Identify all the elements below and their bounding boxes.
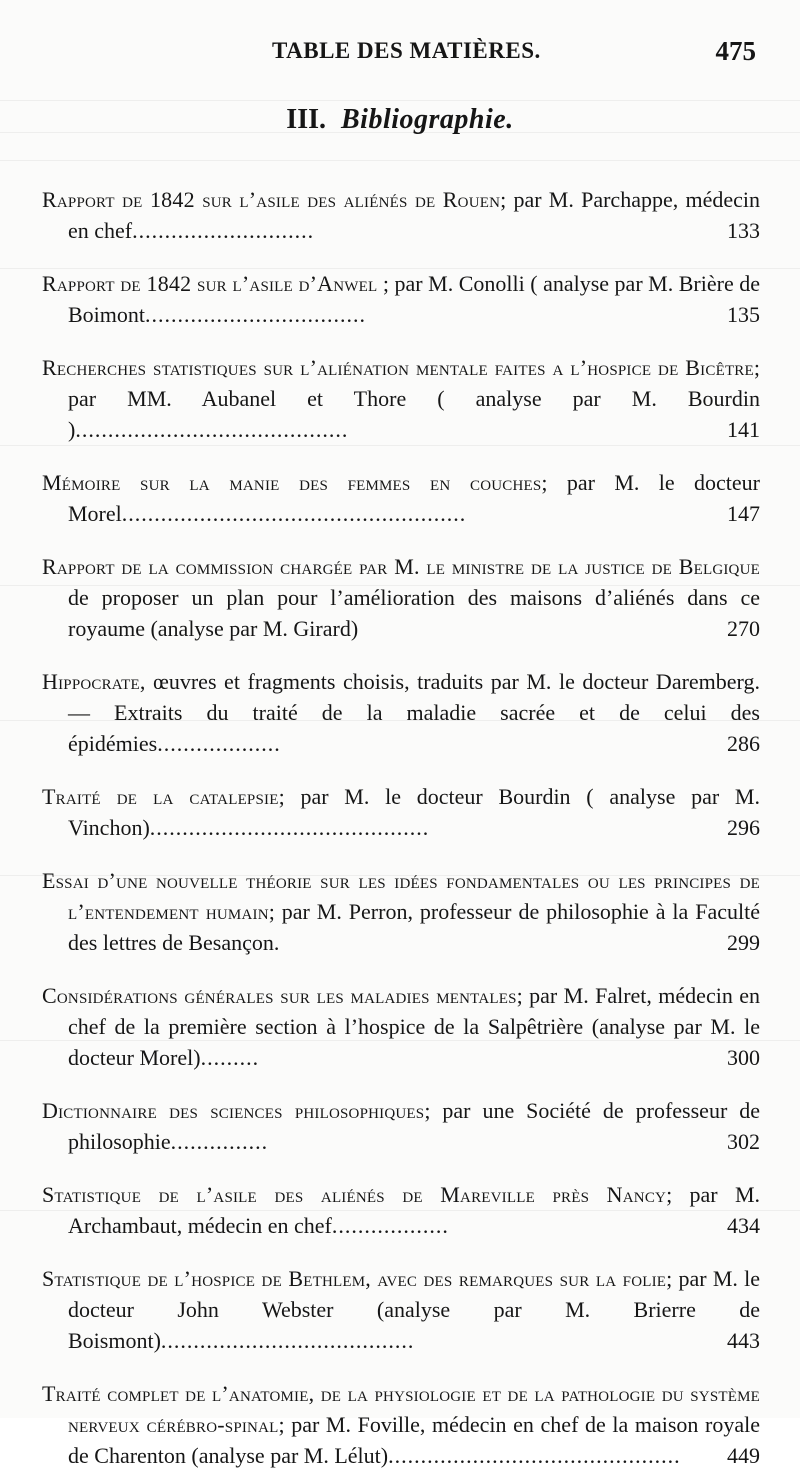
list-item (42, 865, 760, 958)
list-item (42, 1179, 760, 1241)
list-item (42, 268, 760, 330)
list-item (42, 1263, 760, 1356)
list-item (42, 352, 760, 445)
page-number: 475 (715, 36, 756, 66)
entry-details: ; par M. Archambaut, médecin en chef (68, 1182, 760, 1238)
leader-dots: ........................................... (149, 815, 430, 840)
entry-details: ; par M. Parchappe, médecin en chef (68, 187, 760, 243)
running-title: TABLE DES MATIÈRES. (272, 38, 541, 63)
entry-details: ; par MM. Aubanel et Thore ( analyse par M. Bourdin ) (68, 355, 760, 442)
entry-title: Traité de la catalepsie (42, 784, 279, 809)
running-head (0, 38, 800, 68)
list-item (42, 1378, 760, 1471)
entry-details: ; par M. le docteur John Webster (analyse par M. Brierre de Boismont) (68, 1266, 760, 1353)
list-item (42, 551, 760, 644)
entry-details: ; par M. le docteur Morel (68, 470, 760, 526)
entry-page: 443 (727, 1328, 760, 1353)
entry-page: 286 (727, 731, 760, 756)
entry-title: Rapport de la commission chargée par M. le ministre de la justice de Belgique (42, 554, 760, 579)
entry-page: 299 (727, 930, 760, 955)
leader-dots: ............................................. (388, 1443, 681, 1468)
entry-title: Considérations générales sur les maladies mentales (42, 983, 517, 1008)
entry-details: ; par M. Perron, professeur de philosophie à la Faculté des lettres de Besançon (68, 899, 761, 955)
entry-page: 133 (727, 218, 760, 243)
entry-details: ; par M. Foville, médecin en chef de la maison royale de Charenton (analyse par M. Lélut) (68, 1412, 760, 1468)
leader-dots: . (273, 930, 281, 955)
entry-title: Statistique de l’asile des aliénés de Mareville près Nancy (42, 1182, 667, 1207)
leader-dots: .................. (331, 1213, 449, 1238)
entry-page: 449 (727, 1443, 760, 1468)
entry-title: Recherches statistiques sur l’aliénation mentale faites a l’hospice de Bicêtre (42, 355, 754, 380)
entry-title: Rapport de 1842 sur l’asile des aliénés de Rouen (42, 187, 501, 212)
leader-dots: ....................................... (160, 1328, 415, 1353)
entry-page: 135 (727, 302, 760, 327)
entry-page: 300 (727, 1045, 760, 1070)
list-item (42, 1095, 760, 1157)
entry-title: Traité complet de l’anatomie, de la physiologie et de la pathologie du système nerveux cérébro-spinal (42, 1381, 760, 1437)
entry-title: Dictionnaire des sciences philosophiques (42, 1098, 425, 1123)
list-item (42, 184, 760, 246)
leader-dots: ................... (157, 731, 281, 756)
list-item (42, 781, 760, 843)
leader-dots: ............... (170, 1129, 269, 1154)
entry-title: Hippocrate (42, 669, 140, 694)
entry-page: 302 (727, 1129, 760, 1154)
entry-page: 434 (727, 1213, 760, 1238)
leader-dots: ..................................................... (121, 501, 467, 526)
entry-page: 141 (727, 417, 760, 442)
entry-details: ; par M. Conolli ( analyse par M. Brière de Boimont (68, 271, 760, 327)
leader-dots: .......................................... (75, 417, 349, 442)
entry-details: ; par M. Falret, médecin en chef de la première section à l’hospice de la Salpêtrière (analyse par M. le docteur Morel) (68, 983, 760, 1070)
leader-dots: ............................ (132, 218, 315, 243)
entry-details: , œuvres et fragments choisis, traduits par M. le docteur Daremberg. — Extraits du traité de la maladie sacrée et de celui des épidémies (68, 669, 760, 756)
list-item (42, 467, 760, 529)
entry-page: 147 (727, 501, 760, 526)
entry-title: Mémoire sur la manie des femmes en couches (42, 470, 542, 495)
leader-dots: .................................. (145, 302, 367, 327)
entry-page: 270 (727, 616, 760, 641)
list-item (42, 980, 760, 1073)
list-item (42, 666, 760, 759)
entry-details: ; par M. le docteur Bourdin ( analyse par M. Vinchon) (68, 784, 760, 840)
section-heading (0, 104, 800, 136)
section-number: III. (286, 104, 326, 135)
entry-title: Statistique de l’hospice de Bethlem, avec des remarques sur la folie (42, 1266, 667, 1291)
bibliography-list (42, 162, 760, 1483)
leader-dots: ......... (200, 1045, 260, 1070)
section-title: Bibliographie. (341, 104, 514, 135)
entry-title: Rapport de 1842 sur l’asile d’Anwel (42, 271, 378, 296)
entry-title: Essai d’une nouvelle théorie sur les idées fondamentales ou les principes de l’entendement humain (42, 868, 760, 924)
entry-page: 296 (727, 815, 760, 840)
entry-details: de proposer un plan pour l’amélioration des maisons d’aliénés dans ce royaume (analyse par M. Girard) (68, 585, 760, 641)
entry-details: ; par une Société de professeur de philosophie (68, 1098, 760, 1154)
